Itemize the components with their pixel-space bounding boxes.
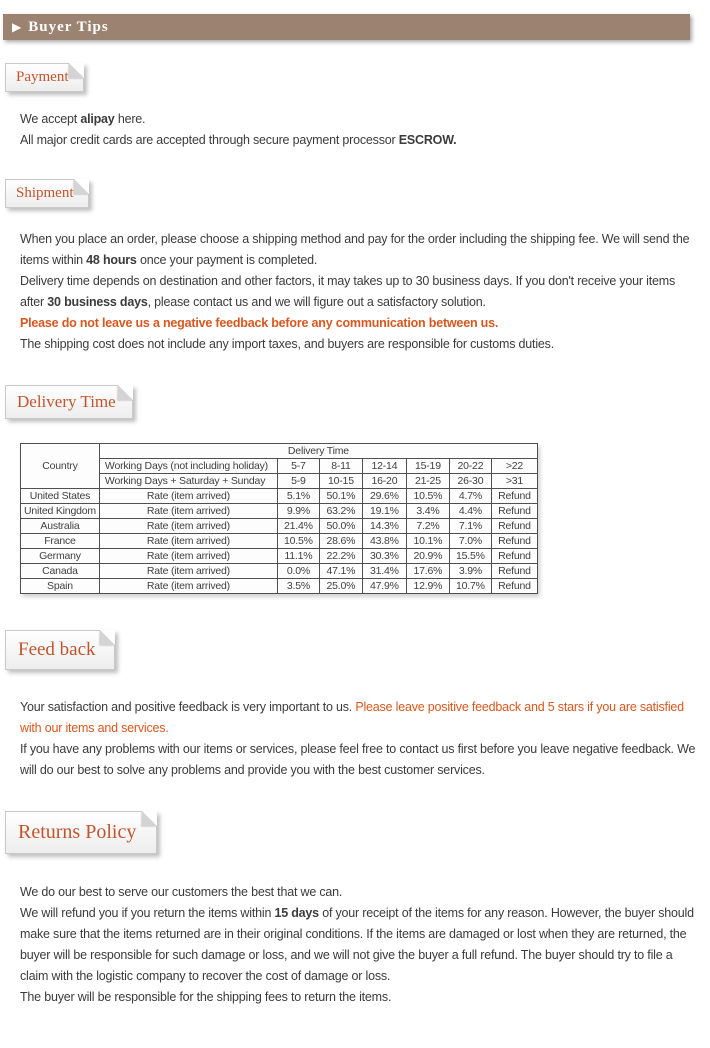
rate-label-cell: Rate (item arrived) [99, 579, 277, 594]
delivery-heading-label: Delivery Time [17, 392, 116, 411]
country-cell: United States [21, 489, 100, 504]
table-row [21, 579, 538, 594]
rate-value-cell: 28.6% [319, 534, 362, 549]
day-range-header: 20-22 [449, 459, 491, 474]
rate-value-cell: 20.9% [406, 549, 449, 564]
table-row [21, 489, 538, 504]
rate-value-cell: Refund [491, 489, 537, 504]
rate-value-cell: 30.3% [362, 549, 406, 564]
rate-value-cell: 3.4% [406, 504, 449, 519]
payment-heading-label: Payment [16, 69, 69, 85]
rate-value-cell: 43.8% [362, 534, 406, 549]
text-segment: Please do not leave us a negative feedback before any communication between us. [20, 316, 499, 330]
payment-heading-tab [5, 63, 84, 92]
rate-value-cell: 4.7% [449, 489, 491, 504]
payment-paragraph [20, 130, 696, 151]
rate-value-cell: 50.0% [319, 519, 362, 534]
day-range-header: >31 [491, 474, 537, 489]
country-cell: Spain [21, 579, 100, 594]
buyer-tips-page [0, 14, 710, 1048]
rate-value-cell: 10.5% [406, 489, 449, 504]
rate-label-cell: Rate (item arrived) [99, 534, 277, 549]
rate-value-cell: 12.9% [406, 579, 449, 594]
rate-value-cell: 10.5% [277, 534, 319, 549]
returns-heading-label: Returns Policy [18, 821, 137, 843]
shipment-heading-label: Shipment [16, 185, 74, 201]
rate-value-cell: Refund [491, 519, 537, 534]
day-range-header: 26-30 [449, 474, 491, 489]
shipment-warning-line [20, 313, 696, 334]
table-row [21, 519, 538, 534]
returns-paragraph [20, 903, 696, 987]
table-row [21, 564, 538, 579]
feedback-paragraph [20, 697, 696, 739]
text-segment: Delivery time depends on destination and other factors, it may takes up to 30 business days. If you don't receive your items after [20, 274, 676, 309]
rate-value-cell: 9.9% [277, 504, 319, 519]
rate-value-cell: 3.9% [449, 564, 491, 579]
text-segment: The buyer will be responsible for the shipping fees to return the items. [20, 990, 392, 1004]
day-range-header: 16-20 [362, 474, 406, 489]
text-segment: Your satisfaction and positive feedback is very important to us. [20, 700, 356, 714]
shipment-paragraph [20, 229, 696, 271]
rate-value-cell: 4.4% [449, 504, 491, 519]
country-cell: Germany [21, 549, 100, 564]
day-range-header: 15-19 [406, 459, 449, 474]
text-segment: 15 days [274, 906, 319, 920]
table-row [21, 534, 538, 549]
text-segment: 48 hours [86, 253, 137, 267]
feedback-paragraph [20, 739, 696, 781]
section-shipment [0, 151, 710, 355]
day-range-header: 10-15 [319, 474, 362, 489]
rate-value-cell: 63.2% [319, 504, 362, 519]
text-segment: ESCROW. [398, 133, 457, 147]
rate-value-cell: 11.1% [277, 549, 319, 564]
text-segment: alipay [80, 112, 115, 126]
corner-header-country: Country [21, 444, 100, 489]
group-header-delivery-time: Delivery Time [99, 444, 537, 459]
shipment-paragraph [20, 271, 696, 313]
rate-value-cell: 7.0% [449, 534, 491, 549]
rate-label-cell: Rate (item arrived) [99, 564, 277, 579]
text-segment: here. [114, 112, 146, 126]
section-delivery-time [0, 355, 710, 594]
working-days-header: Working Days (not including holiday) [99, 459, 277, 474]
text-segment: , please contact us and we will figure out a satisfactory solution. [147, 295, 486, 309]
day-range-header: 12-14 [362, 459, 406, 474]
delivery-table-head [21, 444, 538, 489]
rate-value-cell: 14.3% [362, 519, 406, 534]
rate-value-cell: 10.7% [449, 579, 491, 594]
day-range-header: 21-25 [406, 474, 449, 489]
rate-value-cell: 5.1% [277, 489, 319, 504]
section-returns-policy [0, 781, 710, 1008]
section-payment [0, 40, 710, 151]
text-segment: The shipping cost does not include any import taxes, and buyers are responsible for customs duties. [20, 337, 554, 351]
rate-value-cell: 17.6% [406, 564, 449, 579]
day-range-header: >22 [491, 459, 537, 474]
rate-value-cell: 21.4% [277, 519, 319, 534]
text-segment: Please leave positive feedback and 5 stars if you are satisfied with our items and services. [20, 700, 684, 735]
rate-label-cell: Rate (item arrived) [99, 489, 277, 504]
country-cell: Canada [21, 564, 100, 579]
delivery-heading-tab [5, 385, 133, 419]
rate-label-cell: Rate (item arrived) [99, 549, 277, 564]
play-arrow-icon: ▶ [12, 20, 22, 34]
returns-paragraph [20, 987, 696, 1008]
rate-value-cell: Refund [491, 534, 537, 549]
country-cell: United Kingdom [21, 504, 100, 519]
text-segment: We will refund you if you return the items within [20, 906, 275, 920]
country-cell: France [21, 534, 100, 549]
rate-value-cell: 15.5% [449, 549, 491, 564]
rate-value-cell: 25.0% [319, 579, 362, 594]
rate-value-cell: Refund [491, 549, 537, 564]
text-segment: 30 business days [47, 295, 148, 309]
returns-paragraph [20, 882, 696, 903]
delivery-table-body [21, 489, 538, 594]
returns-heading-tab [5, 811, 157, 854]
text-segment: of your receipt of the items for any reason. However, the buyer should make sure that the items returned are in their original conditions. If the items are damaged or lost when they are returned, the buyer will be responsible for such damage or loss, and we will not give the buyer a full refund. The buyer should try to file a claim with the logistic company to recover the cost of damage or loss. [20, 906, 694, 983]
page-title: Buyer Tips [28, 18, 109, 35]
shipment-paragraph [20, 334, 696, 355]
rate-value-cell: Refund [491, 564, 537, 579]
text-segment: If you have any problems with our items or services, please feel free to contact us first before you leave negative feedback. We will do our best to solve any problems and provide you with the best customer services. [20, 742, 696, 777]
rate-label-cell: Rate (item arrived) [99, 504, 277, 519]
country-cell: Australia [21, 519, 100, 534]
rate-value-cell: 10.1% [406, 534, 449, 549]
rate-value-cell: 3.5% [277, 579, 319, 594]
rate-value-cell: 7.2% [406, 519, 449, 534]
text-segment: We do our best to serve our customers the best that we can. [20, 885, 343, 899]
rate-value-cell: 50.1% [319, 489, 362, 504]
day-range-header: 5-9 [277, 474, 319, 489]
rate-value-cell: 0.0% [277, 564, 319, 579]
text-segment: We accept [20, 112, 81, 126]
payment-paragraph [20, 109, 696, 130]
text-segment: When you place an order, please choose a shipping method and pay for the order including the shipping fee. We will send the items within [20, 232, 690, 267]
shipment-heading-tab [5, 179, 89, 208]
rate-label-cell: Rate (item arrived) [99, 519, 277, 534]
rate-value-cell: 31.4% [362, 564, 406, 579]
day-range-header: 5-7 [277, 459, 319, 474]
table-row [21, 504, 538, 519]
rate-value-cell: 47.1% [319, 564, 362, 579]
text-segment: All major credit cards are accepted through secure payment processor [20, 133, 399, 147]
section-feedback [0, 594, 710, 781]
feedback-heading-label: Feed back [18, 639, 96, 660]
feedback-heading-tab [5, 630, 115, 670]
rate-value-cell: 29.6% [362, 489, 406, 504]
rate-value-cell: 47.9% [362, 579, 406, 594]
rate-value-cell: 22.2% [319, 549, 362, 564]
delivery-time-table [20, 443, 538, 594]
working-days-header: Working Days + Saturday + Sunday [99, 474, 277, 489]
day-range-header: 8-11 [319, 459, 362, 474]
table-row [21, 549, 538, 564]
title-bar [3, 14, 690, 40]
rate-value-cell: 19.1% [362, 504, 406, 519]
text-segment: once your payment is completed. [136, 253, 318, 267]
rate-value-cell: Refund [491, 504, 537, 519]
rate-value-cell: Refund [491, 579, 537, 594]
rate-value-cell: 7.1% [449, 519, 491, 534]
